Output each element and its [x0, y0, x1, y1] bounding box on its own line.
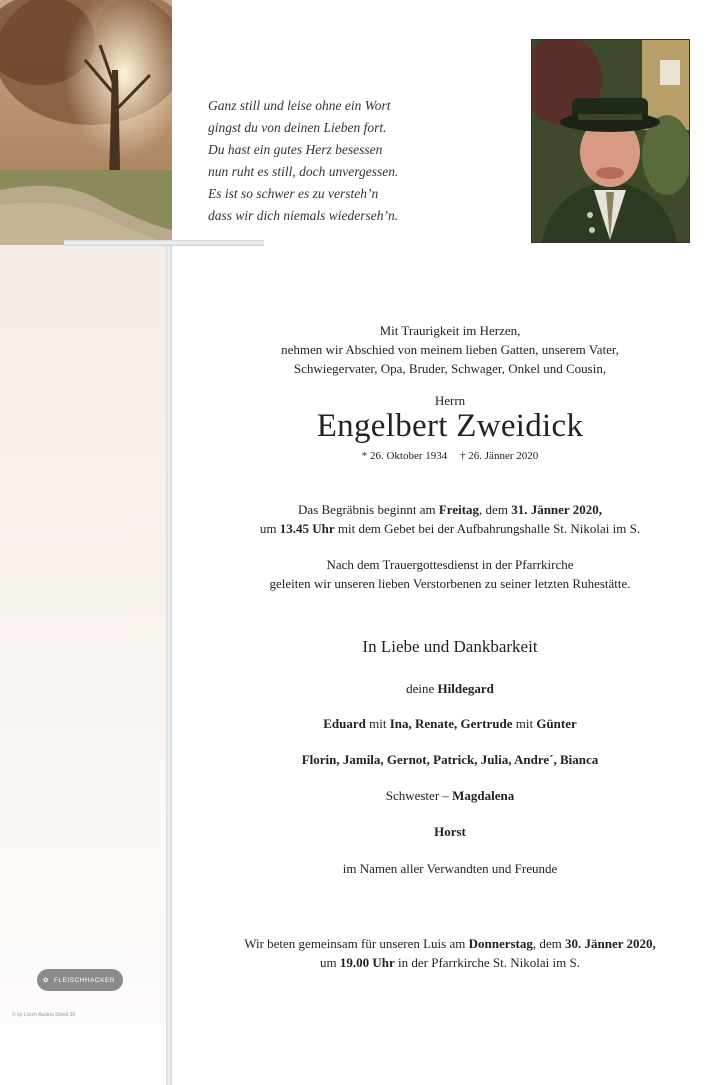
mourner-relatives: im Namen aller Verwandten und Freunde — [342, 861, 558, 876]
death-date: † 26. Jänner 2020 — [460, 450, 539, 462]
burial-line-2: um 13.45 Uhr mit dem Gebet bei der Aufbahrungshalle St. Nikolai im S. — [259, 521, 641, 536]
mourners-heading: In Liebe und Dankbarkeit — [362, 637, 538, 656]
intro-line: Schwiegervater, Opa, Bruder, Schwager, Onkel und Cousin, — [293, 361, 607, 376]
logo-text: FLEISCHHACKER — [53, 976, 115, 984]
flower-icon: ✿ — [43, 977, 49, 984]
closing-line-2: um 19.00 Uhr in der Pfarrkirche St. Nikolai im S. — [320, 955, 580, 970]
poem-line: Du hast ein gutes Herz besessen — [208, 142, 383, 157]
burial-line-1: Das Begräbnis beginnt am Freitag, dem 31. Jänner 2020, — [298, 502, 602, 517]
tree-photo — [0, 0, 172, 245]
sister-name: Magdalena — [452, 788, 515, 803]
burial-time: 13.45 Uhr — [279, 521, 335, 536]
poem-line: gingst du von deinen Lieben fort. — [208, 120, 387, 135]
burial-day: Freitag — [438, 502, 480, 517]
mass-info — [172, 555, 728, 593]
mourner-wife: deine Hildegard — [406, 681, 494, 696]
portrait-photo — [531, 39, 690, 243]
prayer-date: 30. Jänner 2020, — [565, 936, 656, 951]
birth-date: * 26. Oktober 1934 — [361, 450, 448, 462]
closing-prayer — [172, 934, 728, 972]
poem-line: Es ist so schwer es zu versteh’n — [208, 186, 379, 201]
mass-line: geleiten wir unseren lieben Verstorbenen zu seiner letzten Ruhestätte. — [269, 576, 631, 591]
poem-line: nun ruht es still, doch unvergessen. — [208, 164, 399, 179]
intro-line: Mit Traurigkeit im Herzen, — [379, 323, 521, 338]
left-decorative-strip — [0, 245, 172, 1024]
burial-date: 31. Jänner 2020, — [511, 502, 602, 517]
mourner-other: Horst — [434, 824, 466, 839]
funeral-home-logo — [37, 969, 123, 991]
life-dates — [172, 450, 728, 462]
poem-line: Ganz still und leise ohne ein Wort — [208, 98, 391, 113]
deceased-name: Engelbert Zweidick — [316, 408, 584, 444]
prayer-day: Donnerstag — [468, 936, 533, 951]
mass-line: Nach dem Trauergottesdienst in der Pfarrkirche — [326, 557, 574, 572]
closing-line-1: Wir beten gemeinsam für unseren Luis am Donnerstag, dem 30. Jänner 2020, — [244, 936, 656, 951]
intro-text — [172, 321, 728, 378]
intro-line: nehmen wir Abschied von meinem lieben Gatten, unserem Vater, — [281, 342, 619, 357]
prayer-time: 19.00 Uhr — [339, 955, 395, 970]
mourner-sister: Schwester – Magdalena — [385, 788, 515, 803]
wife-name: Hildegard — [437, 681, 494, 696]
cross-horizontal-beam — [64, 240, 264, 246]
poem — [208, 95, 458, 227]
burial-info — [172, 500, 728, 538]
copyright-credit: © by Lösch Austria Stand 30 — [12, 1012, 76, 1018]
mourner-grandchildren: Florin, Jamila, Gernot, Patrick, Julia, Andre´, Bianca — [301, 752, 599, 767]
mourner-children: Eduard mit Ina, Renate, Gertrude mit Günter — [323, 716, 577, 731]
poem-line: dass wir dich niemals wiederseh’n. — [208, 208, 399, 223]
salutation: Herrn — [434, 393, 466, 408]
